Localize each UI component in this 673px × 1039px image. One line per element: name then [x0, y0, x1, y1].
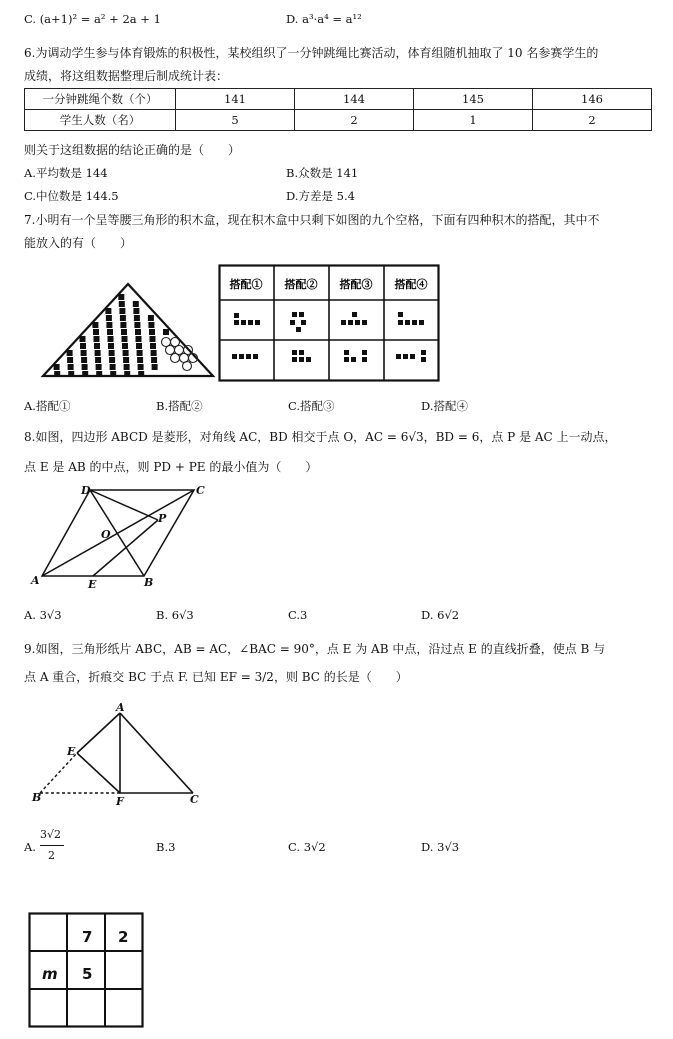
q8-label-c: C — [196, 484, 205, 497]
block-cell — [152, 364, 158, 370]
block-cell — [138, 364, 144, 370]
block-cell — [151, 357, 157, 363]
block-cell — [148, 315, 154, 321]
q9-label-a: A — [116, 701, 125, 714]
block-cell — [96, 371, 102, 377]
table-cell: 5 — [176, 110, 295, 131]
block-cell — [105, 308, 111, 314]
table-cell: 1 — [414, 110, 533, 131]
block-cell — [138, 371, 144, 377]
block-cell — [54, 364, 60, 370]
q8-option-b: B. 6√3 — [156, 608, 194, 622]
block-cell — [68, 364, 74, 370]
block-cell — [67, 357, 73, 363]
q5-option-c: C. (a+1)² = a² + 2a + 1 — [24, 12, 161, 26]
combo-header-4: 搭配④ — [394, 278, 428, 291]
grid-cell-r1c2: 7 — [82, 928, 93, 946]
block-cell — [134, 315, 140, 321]
q9-option-a-denominator: 2 — [48, 849, 55, 862]
q7-combos-table — [218, 264, 440, 382]
q9-triangle-figure — [30, 701, 215, 810]
q7-option-d: D.搭配④ — [421, 399, 468, 413]
block-cell — [107, 329, 113, 335]
combo-header-1: 搭配① — [229, 278, 263, 291]
block-cell — [124, 364, 130, 370]
block-cell — [133, 301, 139, 307]
table-cell: 2 — [533, 110, 652, 131]
block-cell — [110, 371, 116, 377]
fraction-bar — [40, 845, 64, 846]
block-cell — [82, 371, 88, 377]
q8-label-b: B — [144, 576, 154, 589]
q6-stem-line1: 6.为调动学生参与体育锻炼的积极性，某校组织了一分钟跳绳比赛活动，体育组随机抽取了 10 名参赛学生的 — [24, 46, 599, 60]
block-cell — [108, 336, 114, 342]
combo-header-2: 搭配② — [284, 278, 318, 291]
q9-label-e: E — [67, 745, 76, 758]
block-cell — [135, 329, 141, 335]
q7-option-a: A.搭配① — [24, 399, 71, 413]
block-cell — [149, 329, 155, 335]
q9-stem-line1: 9.如图，三角形纸片 ABC，AB = AC，∠BAC = 90°，点 E 为 AB 中点，沿过点 E 的直线折叠，使点 B 与 — [24, 642, 606, 656]
q9-label-c: C — [190, 793, 199, 806]
block-cell — [123, 350, 129, 356]
q5-option-d: D. a³·a⁴ = a¹² — [286, 12, 362, 26]
combo-header-3: 搭配③ — [339, 278, 373, 291]
table-cell: 145 — [414, 89, 533, 110]
q9-label-f: F — [116, 795, 124, 808]
block-cell — [136, 343, 142, 349]
block-cell — [109, 350, 115, 356]
q8-label-d: D — [81, 484, 91, 497]
block-cell — [137, 350, 143, 356]
table-row — [25, 89, 652, 110]
block-cell — [95, 350, 101, 356]
block-cell — [148, 322, 154, 328]
block-cell — [108, 343, 114, 349]
block-cell — [163, 329, 169, 335]
q8-option-d: D. 6√2 — [421, 608, 460, 622]
q9-option-a-numerator: 3√2 — [40, 828, 62, 841]
q7-stem-line2: 能放入的有（ ） — [24, 236, 133, 250]
block-cell — [121, 329, 127, 335]
block-cell — [133, 308, 139, 314]
block-cell — [94, 343, 100, 349]
q6-stem-line2: 成绩，将这组数据整理后制成统计表： — [24, 69, 229, 83]
table-cell: 2 — [295, 110, 414, 131]
block-cell — [106, 322, 112, 328]
block-cell — [137, 357, 143, 363]
q7-triangle-figure — [40, 280, 216, 380]
table-row — [25, 110, 652, 131]
grid-cell-r2c1: m — [42, 965, 58, 983]
block-cell — [80, 336, 86, 342]
block-cell — [124, 371, 130, 377]
q9-label-b: B — [32, 791, 42, 804]
block-cell — [122, 336, 128, 342]
table-header-students: 学生人数（名） — [25, 110, 176, 131]
block-cell — [82, 364, 88, 370]
q9-option-b: B.3 — [156, 840, 176, 854]
block-cell — [119, 301, 125, 307]
q9-option-a-prefix: A. — [24, 840, 36, 854]
block-cell — [123, 357, 129, 363]
q8-label-p: P — [158, 512, 167, 525]
block-cell — [67, 350, 73, 356]
q6-question: 则关于这组数据的结论正确的是（ ） — [24, 143, 241, 157]
block-cell — [106, 315, 112, 321]
q6-option-c: C.中位数是 144.5 — [24, 189, 119, 203]
block-cell — [92, 322, 98, 328]
table-cell: 141 — [176, 89, 295, 110]
block-cell — [95, 357, 101, 363]
q6-option-a: A.平均数是 144 — [24, 166, 108, 180]
grid-cell-r1c3: 2 — [118, 928, 129, 946]
block-cell — [134, 322, 140, 328]
q8-label-o: O — [101, 528, 111, 541]
block-cell — [122, 343, 128, 349]
block-cell — [93, 329, 99, 335]
q6-option-b: B.众数是 141 — [286, 166, 359, 180]
block-cell — [94, 336, 100, 342]
block-cell — [81, 350, 87, 356]
block-cell — [80, 343, 86, 349]
block-cell — [110, 364, 116, 370]
block-cell — [54, 371, 60, 377]
table-cell: 144 — [295, 89, 414, 110]
q7-option-b: B.搭配② — [156, 399, 203, 413]
block-cell — [136, 336, 142, 342]
q7-option-c: C.搭配③ — [288, 399, 335, 413]
q8-label-a: A — [31, 574, 40, 587]
block-cell — [109, 357, 115, 363]
q7-stem-line1: 7.小明有一个呈等腰三角形的积木盒，现在积木盒中只剩下如图的九个空格，下面有四种积木的搭配，其中不 — [24, 213, 600, 227]
block-cell — [81, 357, 87, 363]
block-cell — [68, 371, 74, 377]
block-cell — [150, 343, 156, 349]
q6-stats-table — [24, 88, 652, 131]
q8-option-c: C.3 — [288, 608, 308, 622]
table-cell: 146 — [533, 89, 652, 110]
q8-option-a: A. 3√3 — [24, 608, 62, 622]
q6-option-d: D.方差是 5.4 — [286, 189, 355, 203]
q8-stem-line1: 8.如图，四边形 ABCD 是菱形，对角线 AC，BD 相交于点 O，AC = 6√3，BD = 6，点 P 是 AC 上一动点， — [24, 430, 617, 444]
block-cell — [118, 294, 124, 300]
q9-option-d: D. 3√3 — [421, 840, 460, 854]
q8-label-e: E — [88, 578, 97, 591]
q9-option-c: C. 3√2 — [288, 840, 326, 854]
block-cell — [120, 315, 126, 321]
block-cell — [96, 364, 102, 370]
block-cell — [120, 322, 126, 328]
q8-rhombus-figure — [28, 482, 218, 592]
table-header-count: 一分钟跳绳个数（个） — [25, 89, 176, 110]
block-cell — [150, 336, 156, 342]
block-cell — [119, 308, 125, 314]
block-cell — [151, 350, 157, 356]
q9-stem-line2: 点 A 重合，折痕交 BC 于点 F. 已知 EF = 3/2，则 BC 的长是（ ） — [24, 670, 408, 684]
q8-stem-line2: 点 E 是 AB 的中点，则 PD + PE 的最小值为（ ） — [24, 460, 318, 474]
grid-cell-r2c2: 5 — [82, 965, 93, 983]
